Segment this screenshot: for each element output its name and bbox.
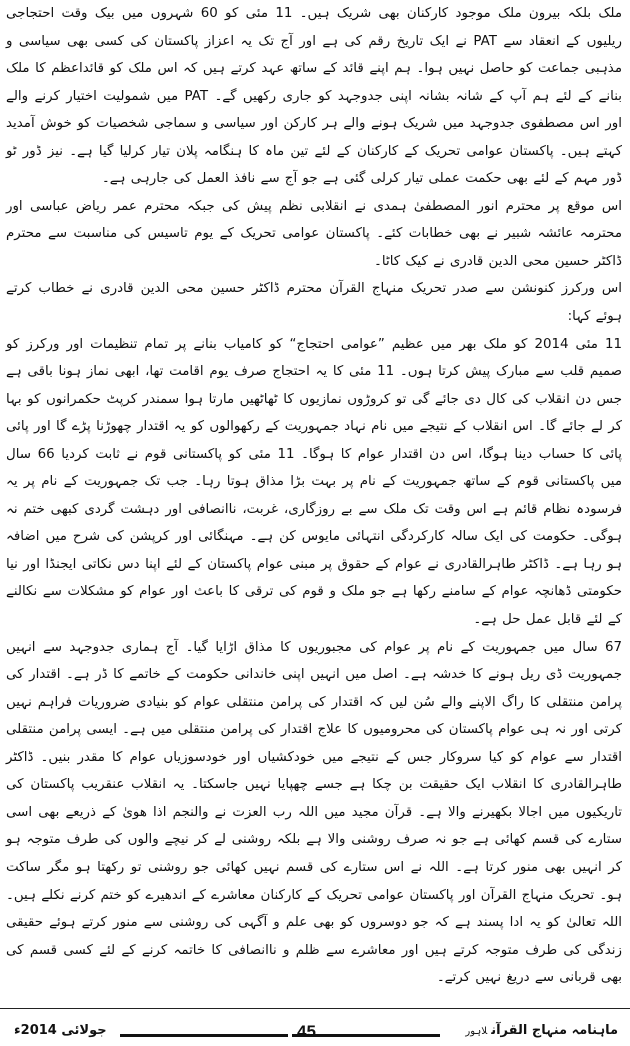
paragraph-1: ملک بلکہ بیرون ملک موجود کارکنان بھی شریک ہیں۔ 11 مئی کو 60 شہروں میں بیک وقت احتجاجی ریلیوں کے انعقاد سے PAT نے ایک تاریخ رقم کی ہے اور آج تک یہ اعزاز پاکستان کی کسی بھی سیاسی و مذہبی جماعت کو حاصل نہیں ہوا۔ ہم اپنے قائد کے ساتھ عہد کرتے ہیں کہ اس ملک کو قائداعظم کا ملک بنانے کے لئے ہم آپ کے شانہ بشانہ اپنی جدوجہد کو جاری رکھیں گے۔ PAT میں شمولیت اختیار کرنے والے اور اس مصطفوی جدوجہد میں شریک ہونے والے ہر کارکن اور سیاسی و سماجی شخصیات کو خوش آمدید کہتے ہیں۔ پاکستان عوامی تحریک کے کارکنان کے لئے تین ماہ کا ہنگامہ پلان تیار کرلیا گیا ہے۔ نیز ڈور ٹو ڈور مہم کے لئے بھی حکمت عملی تیار کرلی گئی ہے جو آج سے نافذ العمل کی جارہی ہے۔	[6, 6, 622, 187]
paragraph-5: 67 سال میں جمہوریت کے نام پر عوام کی مجبوریوں کا مذاق اڑایا گیا۔ آج ہماری جدوجہد سے انہیں جمہوریت ڈی ریل ہونے کا خدشہ ہے۔ اصل میں انہیں اپنی خاندانی حکومت کے خاتمے کا ڈر ہے۔ اقتدار کی پرامن منتقلی کا راگ الاپنے والے سُن لیں کہ اقتدار کی پرامن منتقلی عوام کو بنیادی ضروریات فراہم نہیں کرتی اور نہ ہی عوام پاکستان کی محرومیوں کا علاج اقتدار کی پرامن منتقلی میں ہے۔ ایسی پرامن منتقلی اقتدار سے عوام کو کیا سروکار جس کے نتیجے میں خودکشیاں اور خودسوزیاں عوام کا مقدر بنیں۔ ڈاکٹر طاہرالقادری کا انقلاب ایک حقیقت بن چکا ہے جسے چھپایا نہیں جاسکتا۔ یہ انقلاب عنقریب پاکستان کی تاریکیوں میں اجالا بکھیرنے والا ہے۔ قرآن مجید میں اللہ رب العزت نے والنجم اذا ھویٰ کے ذریعے بھی اسی ستارے کی قسم کھائی ہے جو نہ صرف روشنی والا ہے بلکہ روشنی لے کر نیچے والوں کی طرف متوجہ ہو کر انہیں بھی منور کرتا ہے۔ اللہ نے اس ستارے کی قسم نہیں کھائی جو روشنی تو رکھتا ہو مگر ساکت ہو۔ تحریک منہاج القرآن اور پاکستان عوامی تحریک کے کارکنان معاشرے کے اندھیرے کو ختم کرنے نکلے ہیں۔ اللہ تعالیٰ کو یہ ادا پسند ہے کہ جو دوسروں کو بھی علم و آگہی کی روشنی سے منور کرتے ہوئے حقیقی زندگی کی طرف متوجہ کرتے ہیں اور معاشرے سے ظلم و ناانصافی کا خاتمہ کرنے کے لئے کسی قسم کی بھی قربانی سے دریغ نہیں کرتے۔	[6, 639, 623, 986]
magazine-city: لاہور	[465, 1026, 488, 1037]
magazine-name	[465, 1023, 618, 1038]
paragraph-3: اس ورکرز کنونشن سے صدر تحریک منہاج القرآن محترم ڈاکٹر حسین محی الدین قادری نے خطاب کرتے ہوئے کہا:	[6, 281, 622, 325]
page-number: 45	[297, 1022, 316, 1041]
magazine-title: ماہنامہ منہاج القرآن	[491, 1023, 618, 1038]
issue-date: جولائی 2014ء	[14, 1023, 107, 1038]
paragraph-4: 11 مئی 2014 کو ملک بھر میں عظیم ”عوامی احتجاج“ کو کامیاب بنانے پر تمام تنظیمات اور ورکرز کو صمیم قلب سے مبارک پیش کرتا ہوں۔ 11 مئی کا یہ احتجاج صرف یوم اقامت تھا، ابھی نماز ہونا باقی ہے جس دن انقلاب کی کال دی جائے گی تو کروڑوں نمازیوں کا ٹھاٹھیں مارتا ہوا سمندر کرپٹ حکمرانوں کو بہا کر لے جائے گا۔ اس انقلاب کے نتیجے میں نام نہاد جمہوریت کے رکھوالوں کو یہ اقتدار چھوڑنا پڑے گا اور پائی پائی کا حساب دینا ہوگا، اس دن اقتدار عوام کا ہوگا۔ 11 مئی کو پاکستانی قوم نے ثابت کردیا 66 سال میں پاکستانی قوم کے ساتھ جمہوریت کے نام پر بہت بڑا مذاق ہوتا رہا۔ جب تک جمہوریت کے نام پر یہ فرسودہ نظام قائم ہے اس وقت تک ملک سے بے روزگاری، غربت، ناانصافی اور دہشت گردی کبھی ختم نہ ہوگی۔ حکومت کی ایک سالہ کارکردگی انتہائی مایوس کن ہے۔ مہنگائی اور کرپشن کی شرح میں اضافہ ہو رہا ہے۔ ڈاکٹر طاہرالقادری نے عوام کے حقوق پر مبنی عوام پاکستان کے لئے اپنا دس نکاتی ایجنڈا اور نیا حکومتی ڈھانچہ عوام کے سامنے رکھا ہے جو ملک و قوم کی ترقی کا باعث اور عوام کو مشکلات سے نکالنے کے لئے قابل عمل حل ہے۔	[6, 336, 622, 628]
article-body	[6, 0, 622, 992]
page-footer	[0, 1008, 630, 1046]
paragraph-2: اس موقع پر محترم انور المصطفیٰ ہمدی نے انقلابی نظم پیش کی جبکہ محترم عمر ریاض عباسی اور محترمہ عائشہ شبیر نے بھی خطابات کئے۔ پاکستان عوامی تحریک کے یوم تاسیس کی مناسبت سے محترم ڈاکٹر حسین محی الدین قادری نے کیک کاٹا۔	[6, 198, 622, 269]
footer-rule-left	[120, 1034, 288, 1037]
